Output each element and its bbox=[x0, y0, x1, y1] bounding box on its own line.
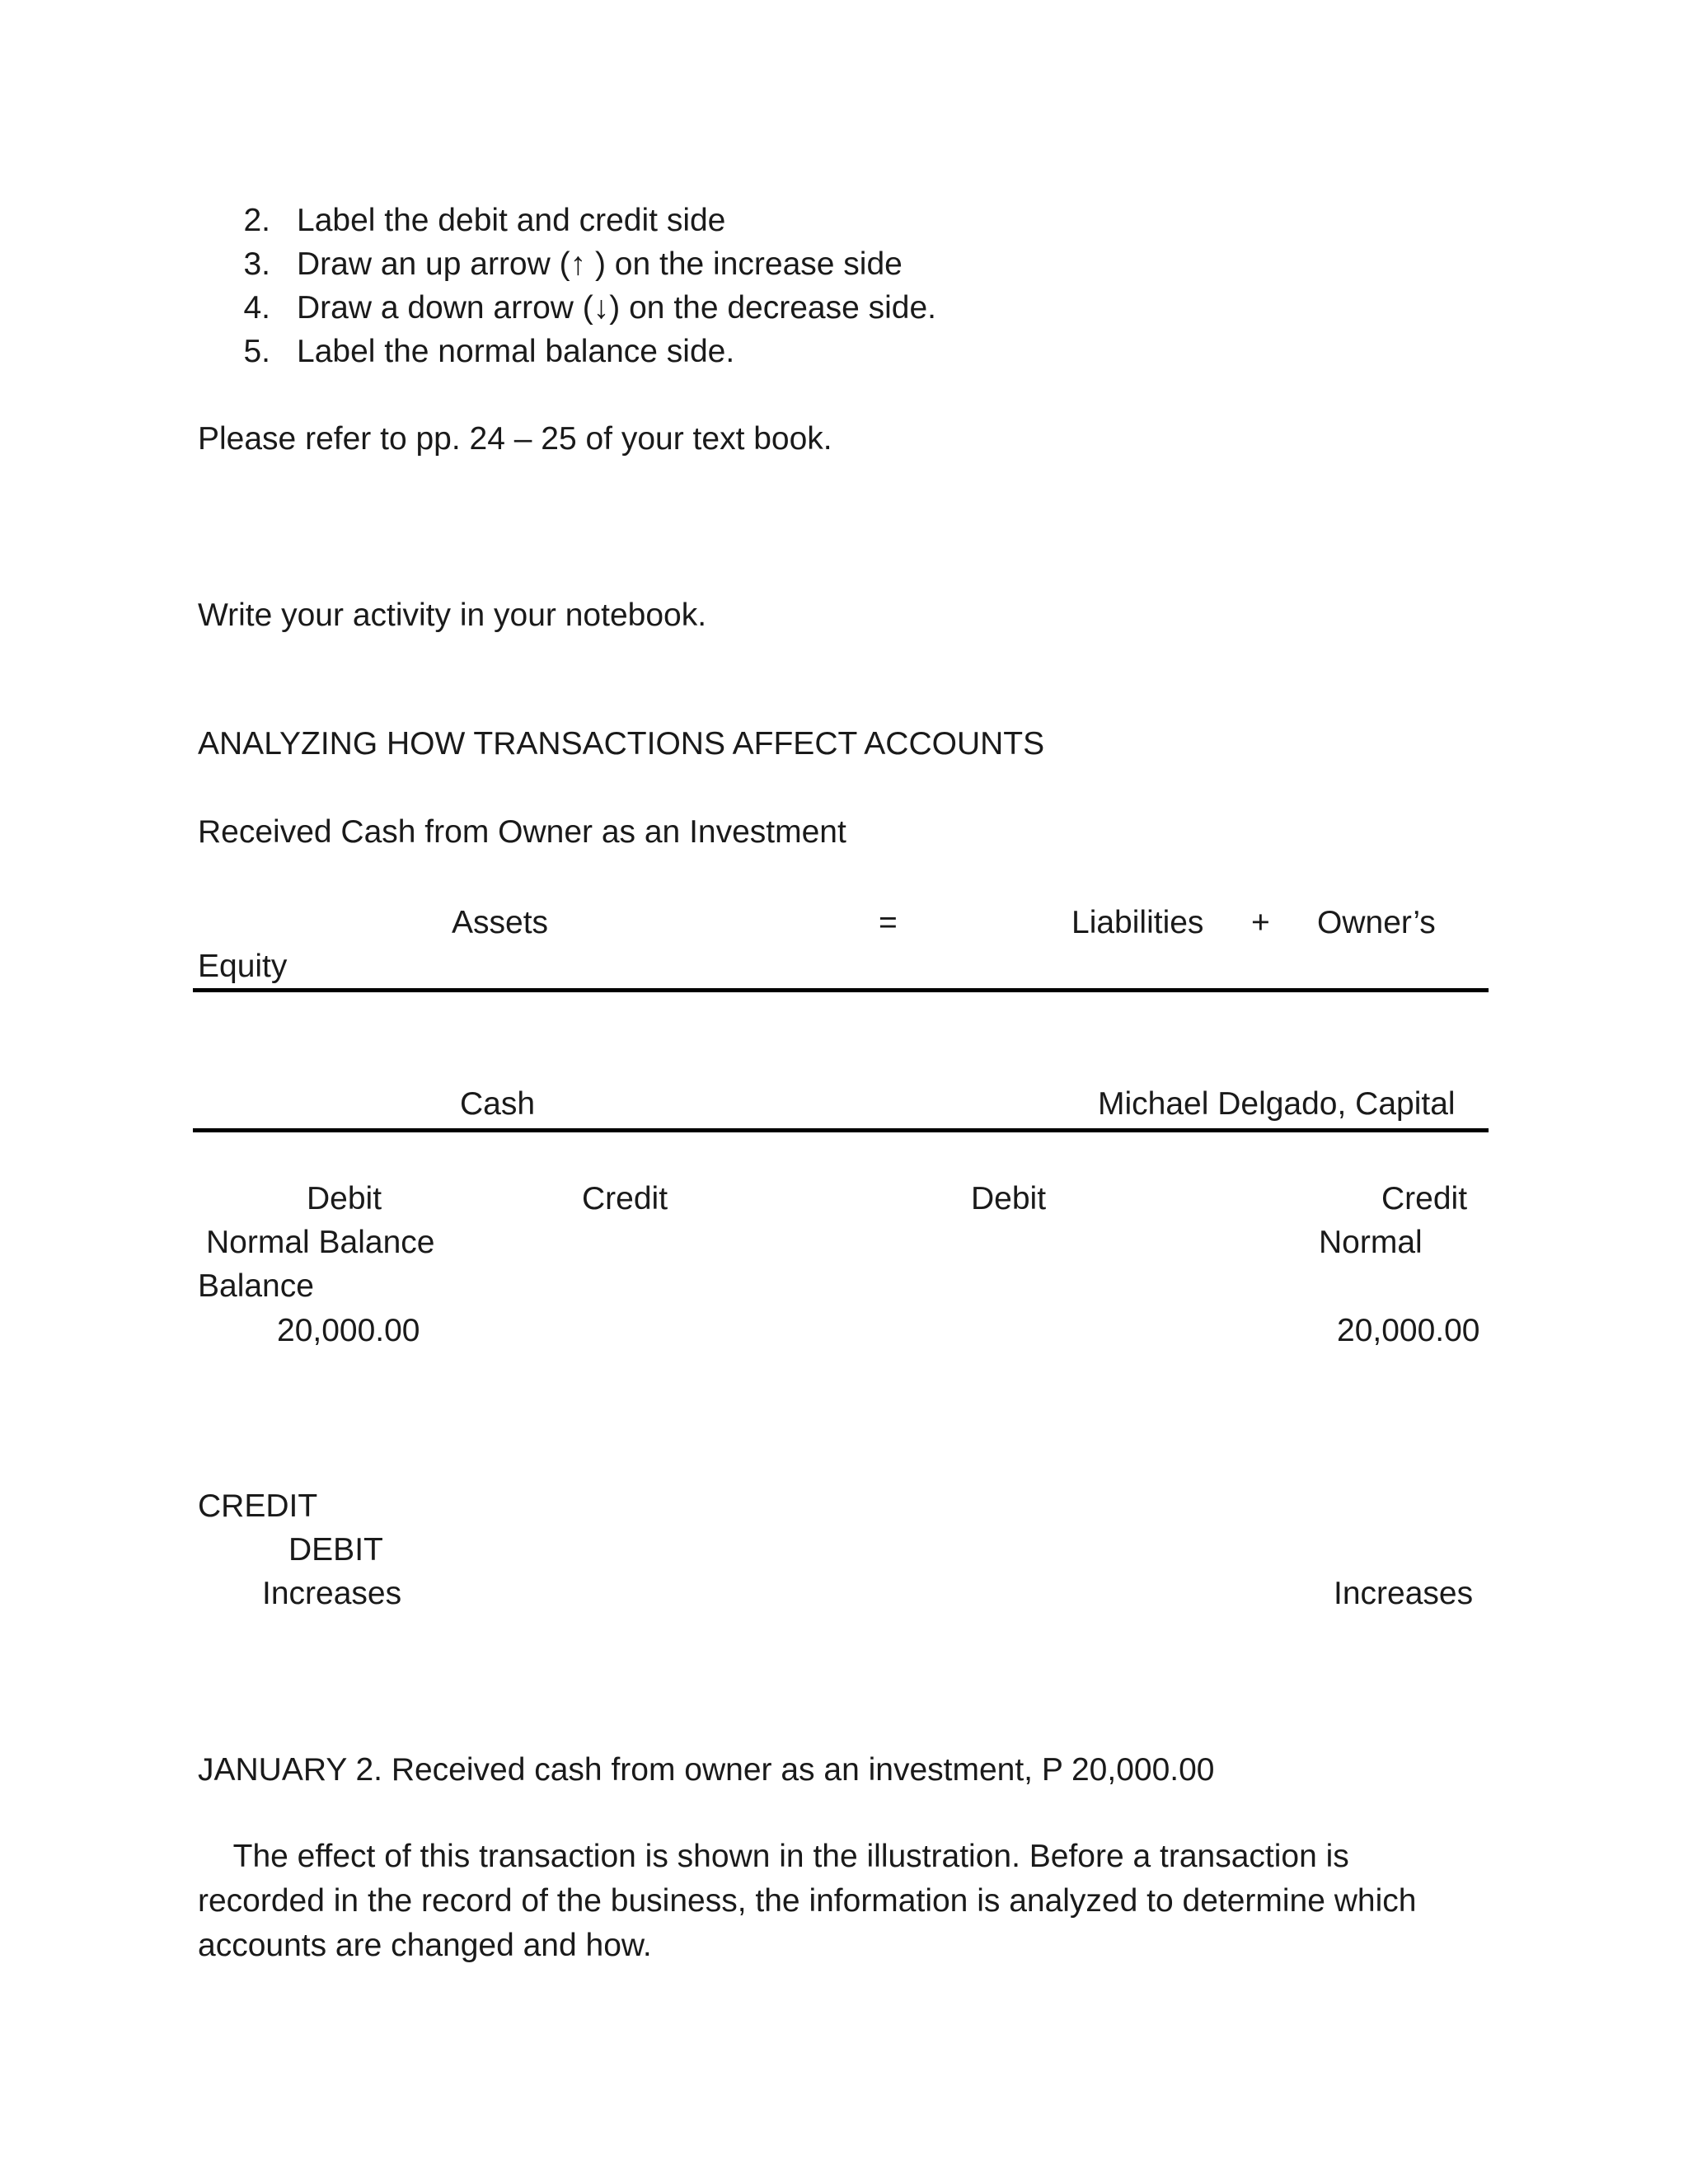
cash-account-title: Cash bbox=[460, 1086, 536, 1122]
left-increases-label: Increases bbox=[262, 1576, 402, 1611]
cash-debit-amount: 20,000.00 bbox=[277, 1313, 420, 1348]
instruction-text: Draw an up arrow (↑ ) on the increase side bbox=[297, 246, 903, 282]
cash-credit-label: Credit bbox=[582, 1181, 668, 1216]
explanation-line: accounts are changed and how. bbox=[198, 1928, 652, 1963]
equation-equals: = bbox=[879, 905, 898, 940]
equation-plus: + bbox=[1251, 905, 1270, 940]
explanation-line: recorded in the record of the business, the information is analyzed to determine which bbox=[198, 1883, 1417, 1919]
activity-note: Write your activity in your notebook. bbox=[198, 598, 707, 633]
subheading: Received Cash from Owner as an Investment bbox=[198, 814, 846, 850]
cash-normal-balance-label: Normal Balance bbox=[206, 1225, 435, 1260]
reference-text: Please refer to pp. 24 – 25 of your text book. bbox=[198, 421, 832, 457]
transaction-description: JANUARY 2. Received cash from owner as an investment, P 20,000.00 bbox=[198, 1752, 1215, 1788]
equation-divider bbox=[193, 988, 1489, 992]
t-account-divider bbox=[193, 1128, 1489, 1132]
equation-assets: Assets bbox=[452, 905, 549, 940]
instruction-text: Label the debit and credit side bbox=[297, 203, 726, 238]
capital-credit-label: Credit bbox=[1381, 1181, 1468, 1216]
balance-label: Balance bbox=[198, 1268, 314, 1304]
instruction-number: 4. bbox=[243, 290, 270, 326]
section-heading: ANALYZING HOW TRANSACTIONS AFFECT ACCOUNTS bbox=[198, 726, 1045, 762]
instruction-text: Draw a down arrow (↓) on the decrease side. bbox=[297, 290, 937, 326]
debit-side-label: DEBIT bbox=[288, 1532, 383, 1568]
capital-account-title: Michael Delgado, Capital bbox=[1098, 1086, 1456, 1122]
equation-owners: Owner’s bbox=[1317, 905, 1436, 940]
capital-normal-label: Normal bbox=[1319, 1225, 1423, 1260]
equation-liabilities: Liabilities bbox=[1071, 905, 1204, 940]
capital-credit-amount: 20,000.00 bbox=[1337, 1313, 1480, 1348]
instruction-number: 2. bbox=[243, 203, 270, 238]
credit-side-label: CREDIT bbox=[198, 1488, 318, 1524]
instruction-number: 3. bbox=[243, 246, 270, 282]
instruction-number: 5. bbox=[243, 334, 270, 369]
right-increases-label: Increases bbox=[1334, 1576, 1474, 1611]
capital-debit-label: Debit bbox=[971, 1181, 1047, 1216]
equation-equity: Equity bbox=[198, 949, 288, 984]
instruction-text: Label the normal balance side. bbox=[297, 334, 735, 369]
cash-debit-label: Debit bbox=[307, 1181, 382, 1216]
explanation-line: The effect of this transaction is shown in the illustration. Before a transaction is bbox=[198, 1839, 1349, 1874]
